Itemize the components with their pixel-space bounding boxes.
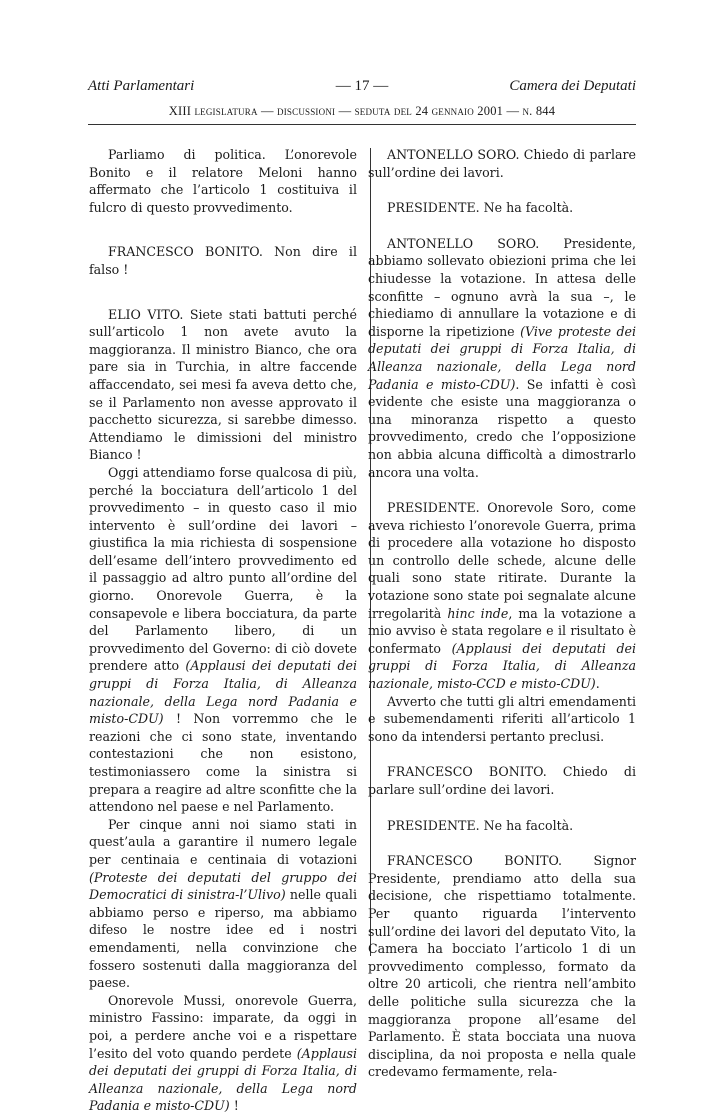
paragraph: Parliamo di politica. L’onorevole Bonito e il relatore Meloni hanno affermato che l’articolo 1 costituiva il fulcro di questo provvedimento. — [89, 147, 357, 215]
session-year: 2001 — [477, 104, 504, 118]
separator: — — [260, 104, 274, 118]
legislatura-word: legislatura — [194, 104, 258, 118]
paragraph: FRANCESCO BONITO. Chiedo di parlare sull’ordine dei lavori. — [368, 764, 636, 797]
separator: — — [338, 104, 352, 118]
left-column — [89, 146, 357, 1115]
legislatura-number: XIII — [168, 104, 192, 118]
session-line — [88, 104, 636, 119]
paragraph: PRESIDENTE. Onorevole Soro, come aveva richiesto l’onorevole Guerra, prima di procedere alla votazione ho disposto un controllo delle schede, alcune delle quali sono state ritirate. Durante la votazione sono state poi segnalate alcune irregolarità hinc inde, ma la votazione a mio avviso è stata regolare e il risultato è confermato (Applausi dei deputati dei gruppi di Forza Italia, di Alleanza nazionale, misto-CCD e misto-CDU). — [368, 500, 636, 692]
paragraph: Avverto che tutti gli altri emendamenti e subemendamenti riferiti all’articolo 1 sono da intendersi pertanto preclusi. — [368, 693, 636, 744]
paragraph: PRESIDENTE. Ne ha facoltà. — [387, 200, 574, 216]
paragraph: Oggi attendiamo forse qualcosa di più, perché la bocciatura dell’articolo 1 del provvedimento – in questo caso il mio intervento è sull’ordine dei lavori – giustifica la mia richiesta di sospensione dell’esame dell’intero provvedimento ed il passaggio ad altro punto all’ordine del giorno. Onorevole Guerra, è la consapevole e libera bocciatura, da parte del Parlamento libero, di un provvedimento del Governo: di ciò dovete prendere atto (Applausi dei deputati dei gruppi di Forza Italia, di Alleanza nazionale, della Lega nord Padania e misto-CDU) ! Non vorremmo che le reazioni che ci sono state, inventando contestazioni che non esistono, testimoniassero come la sinistra si prepara a reagire ad altre sconfitte che la attendono nel paese e nel Parlamento. — [89, 464, 357, 815]
number-label: n. — [522, 104, 533, 118]
paragraph: FRANCESCO BONITO. Non dire il falso ! — [89, 244, 357, 277]
separator: — — [506, 104, 520, 118]
running-header — [88, 78, 636, 100]
header-page-number: — 17 — — [335, 78, 389, 94]
paragraph: ANTONELLO SORO. Presidente, abbiamo sollevato obiezioni prima che lei chiudesse la votazione. In attesa delle sconfitte – ognuno avrà la sua –, le chiediamo di annullare la votazione e di disporne la ripetizione (Vive proteste dei deputati dei gruppi di Forza Italia, di Alleanza nazionale, della Lega nord Padania e misto-CDU). Se infatti è così evidente che esiste una maggioranza o una minoranza rispetto a questo provvedimento, credo che l’opposizione non abbia alcuna difficoltà a dimostrarlo ancora una volta. — [368, 235, 637, 480]
paragraph: PRESIDENTE. Ne ha facoltà. — [387, 817, 574, 833]
discussioni-word: discussioni — [277, 104, 336, 118]
session-month: gennaio — [431, 104, 474, 118]
header-publication: Atti Parlamentari — [88, 78, 195, 94]
paragraph: FRANCESCO BONITO. Signor Presidente, prendiamo atto della sua decisione, che rispettiamo totalmente. Per quanto riguarda l’intervento sull’ordine dei lavori del deputato Vito, la Camera ha bocciato l’articolo 1 di un provvedimento complesso, formato da oltre 20 articoli, che rientra nell’ambito delle politiche sulla sicurezza che la maggioranza propone all’esame del Parlamento. È stata bocciata una nuova disciplina, da noi proposta e nella quale credevamo fermamente, rela- — [368, 853, 636, 1080]
header-chamber: Camera dei Deputati — [509, 78, 636, 94]
paragraph: ANTONELLO SORO. Chiedo di parlare sull’ordine dei lavori. — [368, 147, 636, 180]
right-column — [368, 146, 636, 1081]
header-rule — [88, 124, 636, 125]
seduta-word: seduta del — [354, 104, 412, 118]
paragraph: ELIO VITO. Siete stati battuti perché sull’articolo 1 non avete avuto la maggioranza. Il ministro Bianco, che ora pare sia in Turchia, in altre faccende affaccendato, sei mesi fa aveva detto che, se il Parlamento non avesse approvato il pacchetto sicurezza, si sarebbe dimesso. Attendiamo le dimissioni del ministro Bianco ! — [89, 306, 357, 463]
paragraph: Per cinque anni noi siamo stati in quest’aula a garantire il numero legale per centinaia e centinaia di votazioni (Proteste dei deputati del gruppo dei Democratici di sinistra-l’Ulivo) nelle quali abbiamo perso e riperso, ma abbiamo difeso le nostre idee ed i nostri emendamenti, nella convinzione che fossero sostenuti dalla maggioranza del paese. — [89, 816, 357, 991]
session-day: 24 — [415, 104, 429, 118]
session-number: 844 — [535, 104, 556, 118]
paragraph: Onorevole Mussi, onorevole Guerra, ministro Fassino: imparate, da oggi in poi, a perdere anche voi e a rispettare l’esito del voto quando perdete (Applausi dei deputati dei gruppi di Forza Italia, di Alleanza nazionale, della Lega nord Padania e misto-CDU) ! — [89, 992, 357, 1114]
